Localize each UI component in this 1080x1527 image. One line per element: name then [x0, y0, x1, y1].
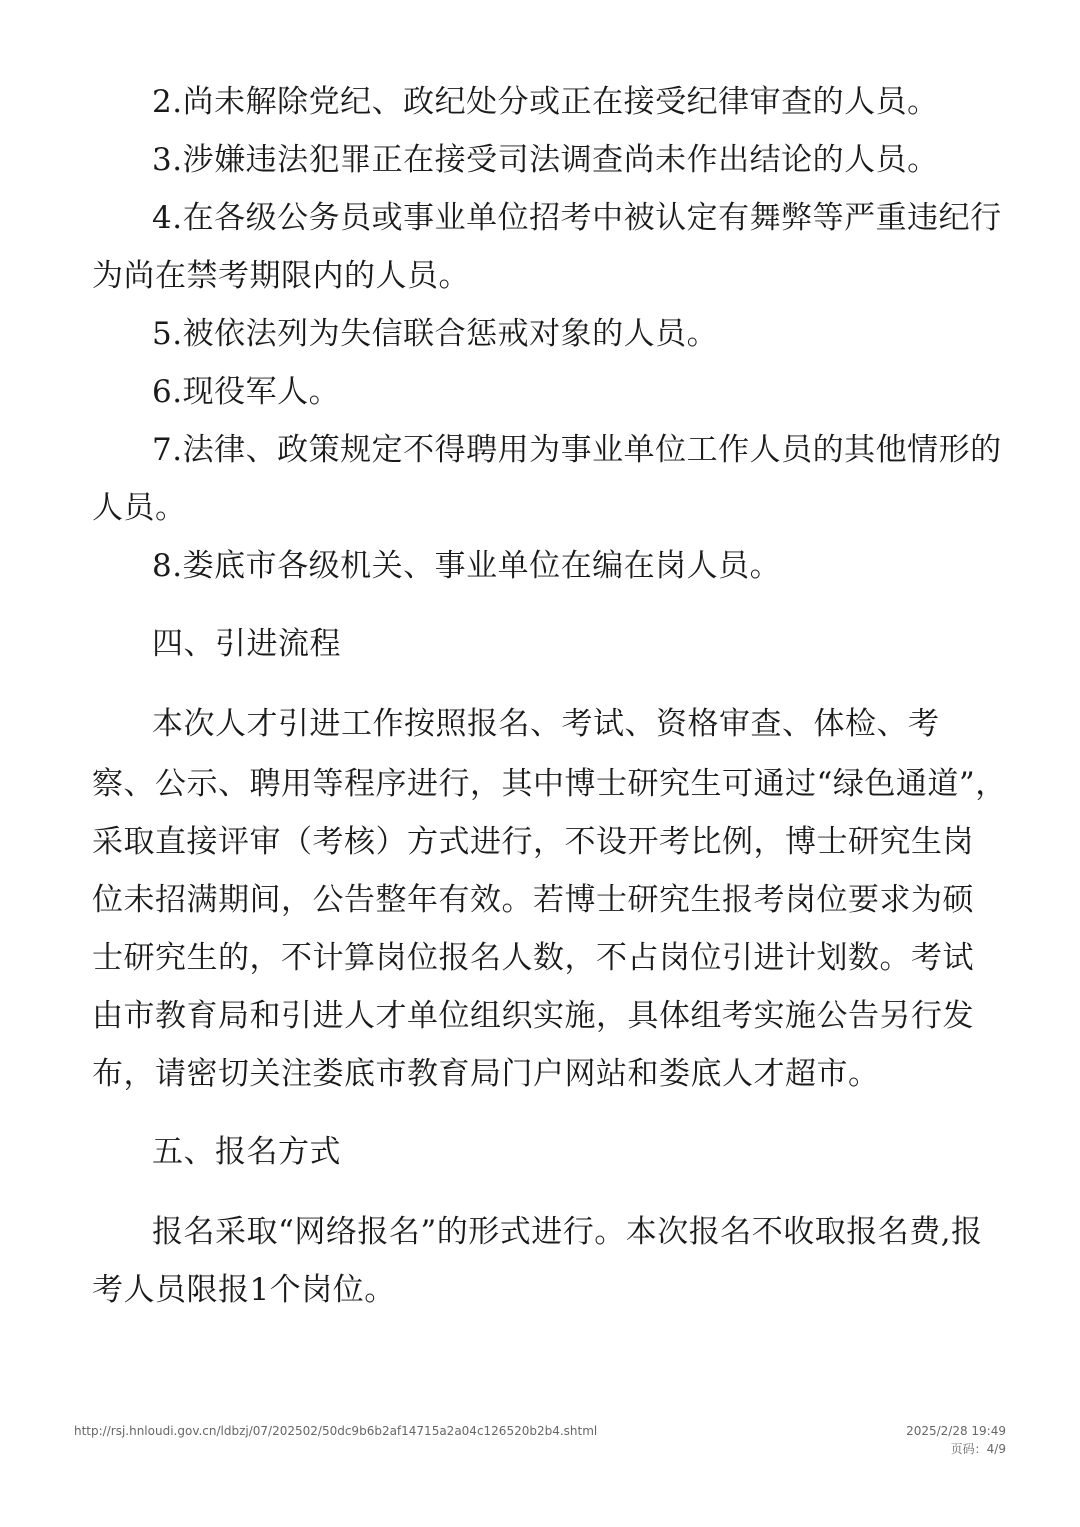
paragraph-line: 采取直接评审（考核）方式进行，不设开考比例，博士研究生岗 — [92, 824, 974, 860]
list-item-8: 8.娄底市各级机关、事业单位在编在岗人员。 — [152, 548, 782, 584]
list-item-4-continued: 为尚在禁考期限内的人员。 — [92, 258, 470, 294]
list-item-5: 5.被依法列为失信联合惩戒对象的人员。 — [152, 316, 719, 352]
paragraph-line: 察、公示、聘用等程序进行，其中博士研究生可通过“绿色通道”， — [92, 766, 1007, 802]
list-item-6: 6.现役军人。 — [152, 374, 341, 410]
footer-url: http://rsj.hnloudi.gov.cn/ldbzj/07/202502/50dc9b6b2af14715a2a04c126520b2b4.shtml — [74, 1424, 598, 1438]
list-item-7-continued: 人员。 — [92, 490, 187, 526]
footer-page-number: 页码：4/9 — [950, 1442, 1006, 1456]
footer-datetime: 2025/2/28 19:49 — [906, 1424, 1006, 1438]
paragraph-line: 报名采取“网络报名”的形式进行。本次报名不收取报名费,报 — [152, 1214, 983, 1250]
list-item-7: 7.法律、政策规定不得聘用为事业单位工作人员的其他情形的 — [152, 432, 1002, 468]
paragraph-line: 布，请密切关注娄底市教育局门户网站和娄底人才超市。 — [92, 1056, 880, 1092]
paragraph-line: 士研究生的，不计算岗位报名人数，不占岗位引进计划数。考试 — [92, 940, 974, 976]
list-item-3: 3.涉嫌违法犯罪正在接受司法调查尚未作出结论的人员。 — [152, 142, 939, 178]
section-heading-process: 四、引进流程 — [152, 626, 341, 662]
paragraph-line: 由市教育局和引进人才单位组织实施，具体组考实施公告另行发 — [92, 998, 974, 1034]
paragraph-line: 本次人才引进工作按照报名、考试、资格审查、体检、考 — [152, 706, 940, 742]
list-item-4: 4.在各级公务员或事业单位招考中被认定有舞弊等严重违纪行 — [152, 200, 1002, 236]
paragraph-line: 位未招满期间，公告整年有效。若博士研究生报考岗位要求为硕 — [92, 882, 974, 918]
section-heading-registration: 五、报名方式 — [152, 1134, 341, 1170]
paragraph-line: 考人员限报1个岗位。 — [92, 1272, 396, 1308]
list-item-2: 2.尚未解除党纪、政纪处分或正在接受纪律审查的人员。 — [152, 84, 939, 120]
